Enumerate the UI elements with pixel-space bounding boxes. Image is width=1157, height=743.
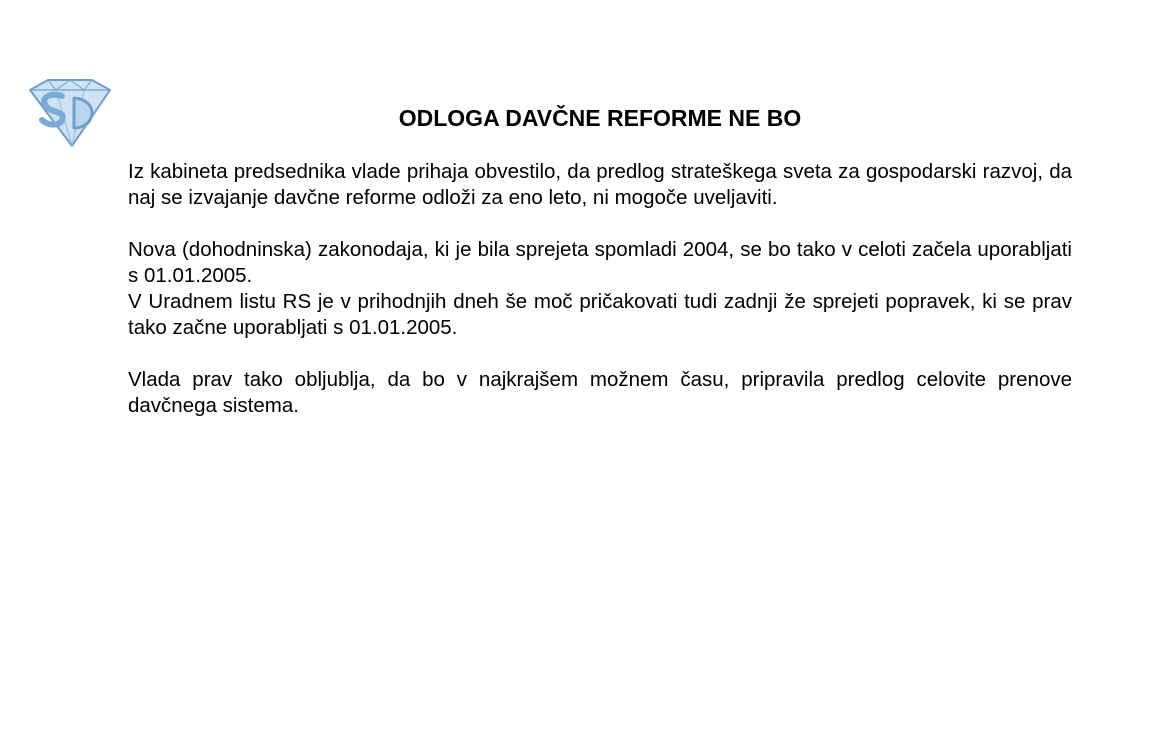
paragraph-intro: Iz kabineta predsednika vlade prihaja obvestilo, da predlog strateškega sveta za gospodarski razvoj, da naj se izvajanje davčne reforme odloži za eno leto, ni mogoče uveljaviti.: [128, 160, 1072, 209]
document-title: ODLOGA DAVČNE REFORME NE BO: [398, 105, 802, 131]
paragraph-amendment: V Uradnem listu RS je v prihodnjih dneh še moč pričakovati tudi zadnji že sprejeti popravek, ki se prav tako začne uporabljati s 01.01.2005.: [128, 290, 1072, 339]
paragraph-legislation: Nova (dohodninska) zakonodaja, ki je bila sprejeta spomladi 2004, se bo tako v celoti začela uporabljati s 01.01.2005.: [128, 238, 1072, 287]
paragraph-government-promise: Vlada prav tako obljublja, da bo v najkrajšem možnem času, pripravila predlog celovite prenove davčnega sistema.: [128, 368, 1072, 417]
sd-diamond-logo-icon: [26, 76, 112, 150]
document-body: [128, 159, 1072, 419]
